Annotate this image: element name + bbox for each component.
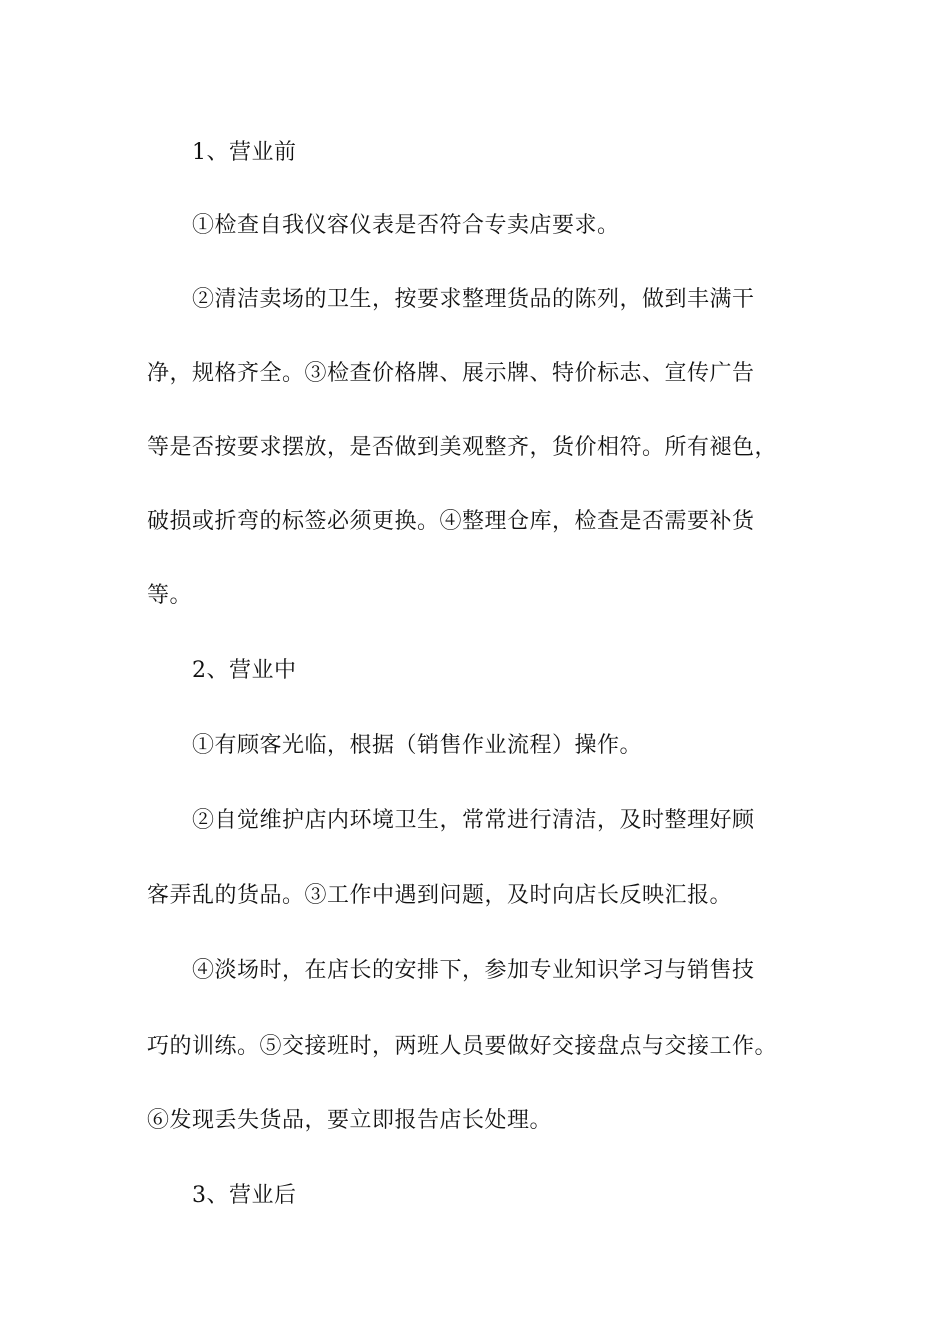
paragraph-line: ②清洁卖场的卫生，按要求整理货品的陈列，做到丰满干: [192, 287, 755, 312]
paragraph-line: 巧的训练。⑤交接班时，两班人员要做好交接盘点与交接工作。: [147, 1034, 778, 1059]
paragraph-line: 破损或折弯的标签必须更换。④整理仓库，检查是否需要补货: [147, 509, 755, 534]
paragraph-line: ②自觉维护店内环境卫生，常常进行清洁，及时整理好顾: [192, 808, 755, 833]
paragraph-line: ①有顾客光临，根据（销售作业流程）操作。: [192, 733, 643, 758]
paragraph-line: 客弄乱的货品。③工作中遇到问题，及时向店长反映汇报。: [147, 883, 733, 908]
section-heading-before-business: 1、营业前: [192, 140, 297, 165]
paragraph-line: ⑥发现丢失货品，要立即报告店长处理。: [147, 1108, 553, 1133]
paragraph-line: 等。: [147, 583, 193, 608]
paragraph-line: 净，规格齐全。③检查价格牌、展示牌、特价标志、宣传广告: [147, 361, 755, 386]
paragraph-line: 等是否按要求摆放，是否做到美观整齐，货价相符。所有褪色，: [147, 435, 778, 460]
section-heading-during-business: 2、营业中: [192, 658, 297, 683]
section-heading-after-business: 3、营业后: [192, 1183, 297, 1208]
paragraph-line: ④淡场时，在店长的安排下，参加专业知识学习与销售技: [192, 958, 755, 983]
paragraph-line: ①检查自我仪容仪表是否符合专卖店要求。: [192, 213, 620, 238]
